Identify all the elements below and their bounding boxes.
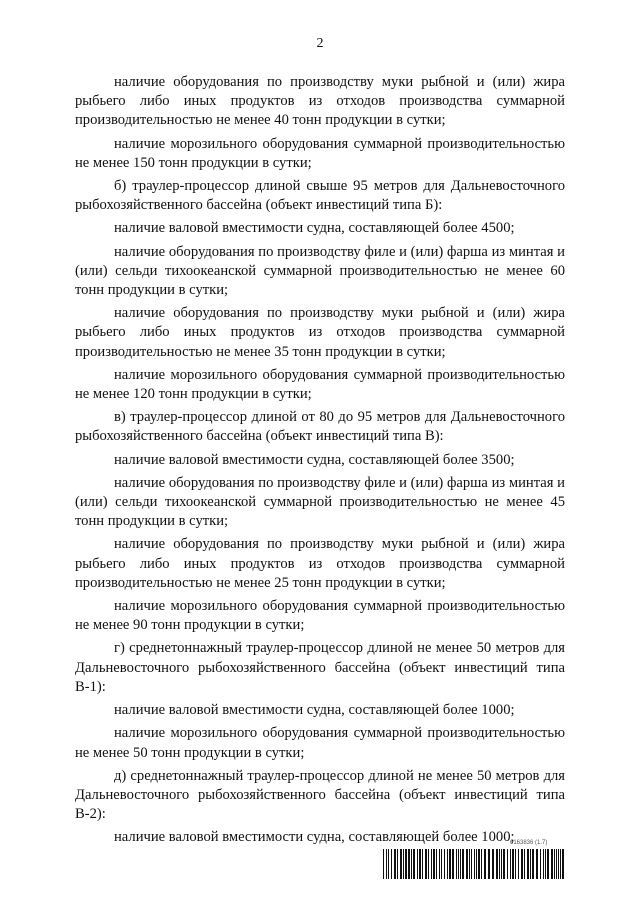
paragraph: наличие оборудования по производству филе и (или) фарша из минтая и (или) сельди тихоокеанской суммарной производительностью не менее 60 тонн продукции в сутки; <box>75 243 565 299</box>
barcode-bar <box>547 849 549 879</box>
paragraph: наличие морозильного оборудования суммарной производительностью не менее 90 тонн продукции в сутки; <box>75 598 565 634</box>
paragraph: наличие оборудования по производству муки рыбной и (или) жира рыбьего либо иных продуктов из отходов производства суммарной производительностью не менее 35 тонн продукции в сутки; <box>75 305 565 360</box>
barcode-bar <box>554 849 555 879</box>
barcode-bar <box>428 849 429 879</box>
barcode-bar <box>431 849 432 879</box>
barcode-bar <box>383 849 384 879</box>
barcode-bar <box>386 849 387 879</box>
barcode-bar <box>439 849 440 879</box>
barcode-bar <box>397 849 398 879</box>
barcode-bar <box>411 849 412 879</box>
barcode-bar <box>501 849 502 879</box>
paragraph: наличие валовой вместимости судна, составляющей более 3500; <box>114 451 515 468</box>
barcode-bar <box>562 849 564 879</box>
paragraph: наличие морозильного оборудования суммарной производительностью не менее 50 тонн продукции в сутки; <box>75 725 565 761</box>
barcode-bar <box>484 849 486 879</box>
barcode-bar <box>436 849 437 879</box>
barcode-bar <box>527 849 529 879</box>
paragraph: наличие оборудования по производству муки рыбной и (или) жира рыбьего либо иных продуктов из отходов производства суммарной производительностью не менее 25 тонн продукции в сутки; <box>75 536 565 591</box>
barcode-bar <box>478 849 480 879</box>
barcode-bar <box>449 849 451 879</box>
barcode-bar <box>558 849 559 879</box>
paragraph: б) траулер-процессор длиной свыше 95 метров для Дальневосточного рыбохозяйственного бассейна (объект инвестиций типа Б): <box>75 178 565 214</box>
barcode-bar <box>422 849 423 879</box>
barcode-bar <box>499 849 500 879</box>
barcode-bar <box>536 849 538 879</box>
barcode-bar <box>405 849 407 879</box>
barcode-bar <box>447 849 448 879</box>
paragraph: наличие валовой вместимости судна, составляющей более 1000; <box>114 829 515 846</box>
barcode-image <box>383 849 565 879</box>
barcode-bar <box>444 849 445 879</box>
barcode-bar <box>551 849 553 879</box>
paragraph: в) траулер-процессор длиной от 80 до 95 метров для Дальневосточного рыбохозяйственного бассейна (объект инвестиций типа В): <box>75 409 565 445</box>
barcode-bar <box>474 849 475 879</box>
barcode-bar <box>515 849 516 879</box>
barcode-bar <box>507 849 508 879</box>
barcode-bar <box>476 849 477 879</box>
barcode-bar <box>481 849 482 879</box>
paragraph: наличие оборудования по производству филе и (или) фарша из минтая и (или) сельди тихоокеанской суммарной производительностью не менее 45 тонн продукции в сутки; <box>75 474 565 530</box>
barcode-bar <box>496 849 498 879</box>
barcode-bar <box>425 849 427 879</box>
paragraph: наличие морозильного оборудования суммарной производительностью не менее 120 тонн продукции в сутки; <box>75 366 565 403</box>
document-code: 6163836 (1.7) <box>510 840 548 846</box>
page-number: 2 <box>316 36 324 51</box>
barcode-bar <box>492 849 494 879</box>
barcode-bar <box>400 849 402 879</box>
barcode-bar <box>521 849 523 879</box>
barcode-bar <box>433 849 435 879</box>
barcode-bar <box>556 849 557 879</box>
barcode-bar <box>545 849 546 879</box>
barcode-bar <box>408 849 410 879</box>
barcode-bar <box>560 849 561 879</box>
paragraph: наличие морозильного оборудования суммарной производительностью не менее 150 тонн продукции в сутки; <box>75 135 565 171</box>
barcode-bar <box>488 849 490 879</box>
barcode-bar <box>388 849 389 879</box>
barcode-bar <box>471 849 472 879</box>
barcode-bar <box>394 849 396 879</box>
barcode-bar <box>391 849 392 879</box>
document-body <box>75 73 565 852</box>
barcode-bar <box>510 849 511 879</box>
paragraph: наличие валовой вместимости судна, составляющей более 1000; <box>114 702 515 719</box>
paragraph: наличие валовой вместимости судна, составляющей более 4500; <box>114 220 515 237</box>
barcode-bar <box>524 849 525 879</box>
barcode-bar <box>441 849 442 879</box>
barcode-bar <box>540 849 541 879</box>
barcode-bar <box>532 849 534 879</box>
barcode-bar <box>413 849 415 879</box>
barcode-bar <box>530 849 531 879</box>
barcode-bar <box>543 849 544 879</box>
barcode-bar <box>512 849 514 879</box>
barcode-bar <box>403 849 404 879</box>
paragraph: д) среднетоннажный траулер-процессор длиной не менее 50 метров для Дальневосточного рыбохозяйственного бассейна (объект инвестиций типа В-2): <box>75 767 565 823</box>
paragraph: наличие оборудования по производству муки рыбной и (или) жира рыбьего либо иных продуктов из отходов производства суммарной производительностью не менее 40 тонн продукции в сутки; <box>75 74 565 129</box>
barcode-bar <box>460 849 461 879</box>
barcode-bar <box>518 849 519 879</box>
barcode-bar <box>458 849 459 879</box>
barcode-bar <box>462 849 464 879</box>
barcode-bar <box>456 849 457 879</box>
barcode-bar <box>469 849 470 879</box>
paragraph: г) среднетоннажный траулер-процессор длиной не менее 50 метров для Дальневосточного рыбохозяйственного бассейна (объект инвестиций типа В-1): <box>75 640 565 695</box>
barcode-bar <box>419 849 421 879</box>
barcode-bar <box>417 849 418 879</box>
barcode-bar <box>452 849 454 879</box>
barcode-bar <box>466 849 468 879</box>
barcode-bar <box>503 849 505 879</box>
